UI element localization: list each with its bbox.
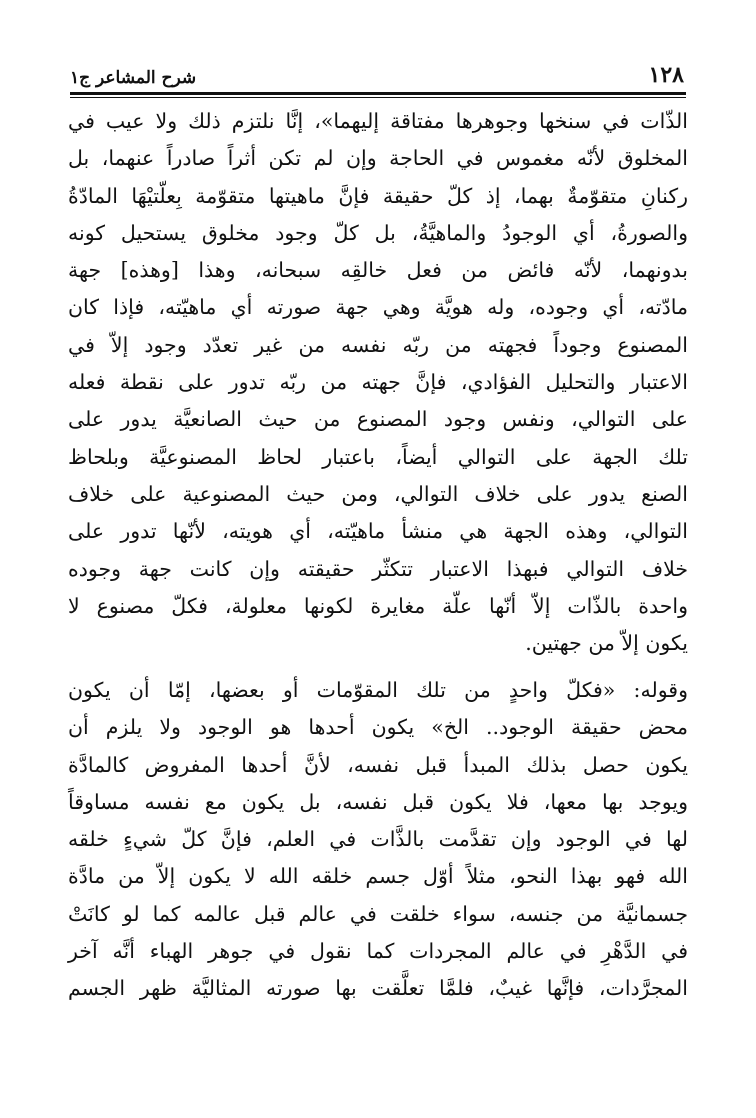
paragraph-2 <box>68 672 688 1008</box>
text-line: يكون حصل بذلك المبدأ قبل نفسه، لأنَّ أحدها المفروض كالمادَّة <box>68 752 688 777</box>
running-title: شرح المشاعر ج١ <box>70 68 197 88</box>
text-line: واحدة بالذّات إلاّ أنّها علّة مغايرة لكونها معلولة، فكلّ مصنوع لا <box>68 593 688 618</box>
text-line: المخلوق لأنّه مغموس في الحاجة وإن لم تكن أثراً صادراً عنهما، بل <box>68 146 688 171</box>
text-line: على التوالي، ونفس وجود المصنوع من حيث الصانعيَّة يدور على <box>68 407 688 432</box>
text-line: مادّته، أي وجوده، وله هويَّة وهي جهة صورته أي ماهيّته، فإذا كان <box>68 295 688 320</box>
text-line: الذّات في سنخها وجوهرها مفتاقة إليهما»، إنَّا نلتزم ذلك ولا عيب في <box>68 109 688 133</box>
header-rule-thin <box>70 97 686 98</box>
text-line: تلك الجهة على التوالي أيضاً، باعتبار لحاظ المصنوعيَّة وبلحاظ <box>68 444 688 469</box>
text-line: جسمانيَّة من جنسه، سواء خلقت في عالم قبل عالمه كما لو كانَتْ <box>68 901 688 926</box>
text-line: الله فهو بهذا النحو، مثلاً أوّل جسم خلقه الله لا يكون إلاّ من مادَّة <box>68 864 688 889</box>
text-line: الصنع يدور على خلاف التوالي، ومن حيث المصنوعية على خلاف <box>68 481 688 506</box>
page-number: ١٢٨ <box>648 62 684 88</box>
text-line: بدونهما، لأنّه فائض من فعل خالقِه سبحانه، وهذا [وهذه] جهة <box>68 258 688 283</box>
header-rule-thick <box>70 92 686 95</box>
text-line: المصنوع وجوداً فجهته من ربّه نفسه من غير تعدّد وجود إلاّ في <box>68 332 688 357</box>
text-line: المجرَّدات، فإنَّها غيبٌ، فلمَّا تعلَّقت بها صورته المثاليَّة ظهر الجسم <box>68 976 688 1001</box>
text-line: في الدَّهْرِ في عالم المجردات كما نقول في جوهر الهباء أنَّه آخر <box>68 939 688 964</box>
page-header <box>70 58 684 88</box>
paragraph-1 <box>68 103 688 662</box>
text-line: ركنانِ متقوّمةٌ بهما، إذ كلّ حقيقة فإنَّ ماهيتها متقوّمة بِعلّتيْهَا المادّةُ <box>68 183 688 208</box>
text-line: يكون إلاّ من جهتين. <box>525 631 688 656</box>
text-line: التوالي، وهذه الجهة هي منشأ ماهيّته، أي هويته، لأنّها تدور على <box>68 519 688 544</box>
text-line: والصورةُ، أي الوجودُ والماهيَّةُ، بل كلّ وجود مخلوق يستحيل كونه <box>68 220 688 245</box>
text-line: محض حقيقة الوجود.. الخ» يكون أحدها هو الوجود ولا يلزم أن <box>68 715 688 740</box>
text-line: الاعتبار والتحليل الفؤادي، فإنَّ جهته من ربّه تدور على نقطة فعله <box>68 370 688 395</box>
text-line: خلاف التوالي فبهذا الاعتبار تتكثّر حقيقته وإن كانت جهة وجوده <box>68 556 688 581</box>
text-line: لها في الوجود وإن تقدَّمت بالذَّات في العلم، فإنَّ كلّ شيءٍ خلقه <box>68 827 688 852</box>
text-line: وقوله: «فكلّ واحدٍ من تلك المقوّمات أو بعضها، إمّا أن يكون <box>68 678 688 702</box>
text-line: ويوجد بها معها، فلا يكون قبل نفسه، بل يكون مع نفسه مساوقاً <box>68 789 688 814</box>
